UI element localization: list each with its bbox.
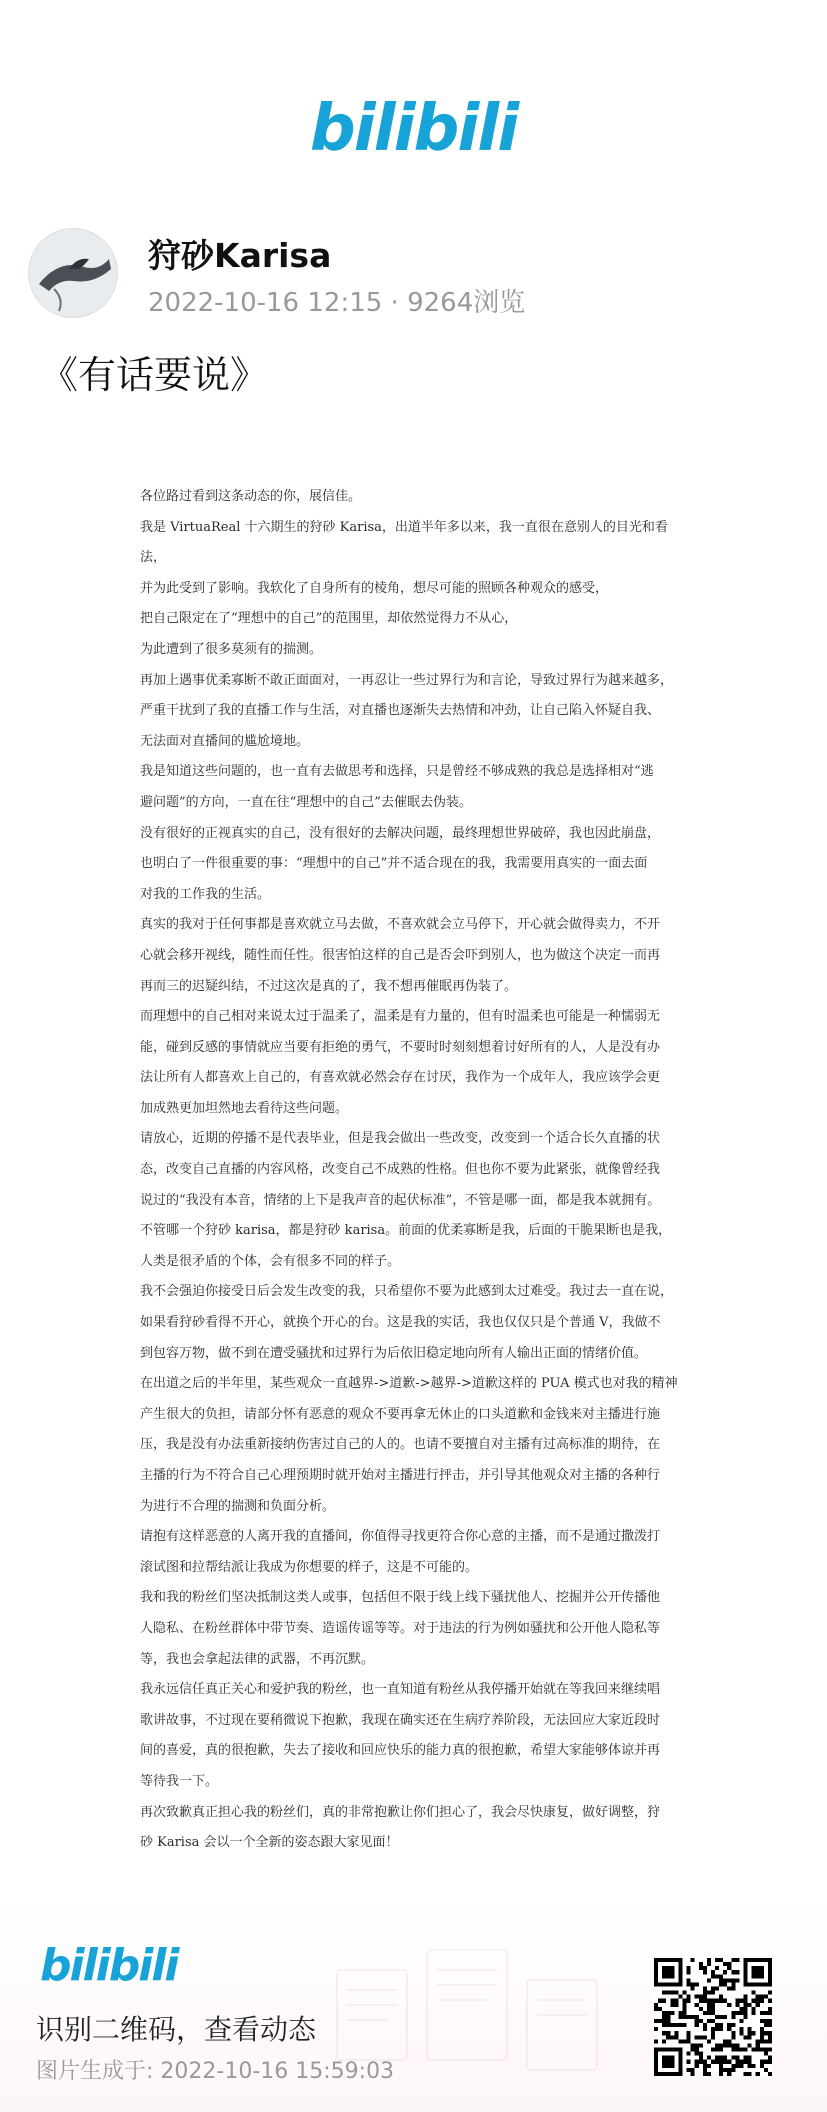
- document-line: 再加上遇事优柔寡断不敢正面面对，一再忍让一些过界行为和言论，导致过界行为越来越多，: [140, 672, 674, 688]
- document-line: 到包容万物，做不到在遭受骚扰和过界行为后依旧稳定地向所有人输出正面的情绪价值。: [140, 1345, 648, 1361]
- document-line: 把自己限定在了“理想中的自己”的范围里，却依然觉得力不从心，: [140, 611, 518, 627]
- document-line: 人隐私、在粉丝群体中带节奏、造谣传谣等等。对于违法的行为例如骚扰和公开他人隐私等: [140, 1620, 661, 1636]
- document-line: 砂 Karisa 会以一个全新的姿态跟大家见面！: [140, 1835, 399, 1851]
- logo-text: bilibili: [309, 92, 518, 166]
- document-line: 我是 VirtuaReal 十六期生的狩砂 Karisa，出道半年多以来，我一直很在意别人的目光和看法，: [140, 519, 668, 566]
- document-line: 而理想中的自己相对来说太过于温柔了，温柔是有力量的，但有时温柔也可能是一种懦弱无: [140, 1009, 661, 1025]
- generated-time: 图片生成于: 2022-10-16 15:59:03: [36, 2059, 395, 2084]
- decorative-pattern-icon: [327, 1940, 647, 2112]
- document-line: 态，改变自己直播的内容风格，改变自己不成熟的性格。但也你不要为此紧张，就像曾经我: [140, 1162, 661, 1178]
- scan-prompt: 识别二维码，查看动态: [36, 2013, 317, 2046]
- document-line: 主播的行为不符合自己心理预期时就开始对主播进行抨击，并引导其他观众对主播的各种行: [140, 1468, 661, 1483]
- document-line: 我是知道这些问题的，也一直有去做思考和选择，只是曾经不够成熟的我总是选择相对“逃: [140, 764, 654, 780]
- bilibili-logo-bottom: bilibili: [40, 1940, 178, 1991]
- document-line: 等，我也会拿起法律的武器，不再沉默。: [140, 1651, 375, 1667]
- document-line: 再而三的迟疑纠结，不过这次是真的了，我不想再催眠再伪装了。: [140, 978, 518, 994]
- document-line: 严重干扰到了我的直播工作与生活，对直播也逐渐失去热情和冲劲，让自己陷入怀疑自我、: [140, 703, 661, 719]
- document-line: 请放心，近期的停播不是代表毕业，但是我会做出一些改变，改变到一个适合长久直播的状: [140, 1131, 661, 1147]
- document-line: 无法面对直播间的尴尬境地。: [140, 733, 310, 749]
- statement-document: [140, 482, 688, 1859]
- document-line: 产生很大的负担，请部分怀有恶意的观众不要再拿无休止的口头道歉和金钱来对主播进行施: [140, 1406, 661, 1422]
- post-meta: 2022-10-16 12:15 · 9264浏览: [148, 288, 526, 318]
- document-line: 心就会移开视线，随性而任性。很害怕这样的自己是否会吓到别人，也为做这个决定一而再: [140, 947, 661, 963]
- document-line: 我和我的粉丝们坚决抵制这类人或事，包括但不限于线上线下骚扰他人、挖掘并公开传播他: [140, 1590, 661, 1606]
- document-line: 避问题”的方向，一直在往“理想中的自己”去催眠去伪装。: [140, 794, 472, 810]
- document-line: 我永远信任真正关心和爱护我的粉丝，也一直知道有粉丝从我停播开始就在等我回来继续唱: [140, 1682, 661, 1698]
- document-line: 我不会强迫你接受日后会发生改变的我，只希望你不要为此感到太过难受。我过去一直在说，: [140, 1284, 674, 1300]
- document-line: 压，我是没有办法重新接纳伤害过自己的人的。也请不要擅自对主播有过高标准的期待，在: [140, 1437, 661, 1453]
- document-line: 不管哪一个狩砂 karisa，都是狩砂 karisa。前面的优柔寡断是我，后面的干脆果断也是我，: [140, 1223, 672, 1239]
- document-line: 没有很好的正视真实的自己，没有很好的去解决问题，最终理想世界破碎，我也因此崩盘，: [140, 825, 661, 841]
- document-line: 法让所有人都喜欢上自己的，有喜欢就必然会存在讨厌，我作为一个成年人，我应该学会更: [140, 1070, 661, 1086]
- post-title: 《有话要说》: [40, 353, 269, 397]
- document-line: 加成熟更加坦然地去看待这些问题。: [140, 1100, 349, 1116]
- document-line: 为此遭到了很多莫须有的揣测。: [140, 641, 323, 657]
- document-line: 能，碰到反感的事情就应当要有拒绝的勇气，不要时时刻刻想着讨好所有的人，人是没有办: [140, 1039, 661, 1055]
- document-line: 歌讲故事，不过现在要稍微说下抱歉，我现在确实还在生病疗养阶段，无法回应大家近段时: [140, 1712, 661, 1728]
- qr-code-graphic: [654, 1958, 772, 2076]
- document-line: 真实的我对于任何事都是喜欢就立马去做，不喜欢就会立马停下，开心就会做得卖力，不开: [140, 917, 661, 933]
- document-line: 为进行不合理的揣测和负面分析。: [140, 1498, 336, 1514]
- document-line: 再次致歉真正担心我的粉丝们，真的非常抱歉让你们担心了，我会尽快康复，做好调整，狩: [140, 1804, 661, 1820]
- document-line: 并为此受到了影响。我软化了自身所有的棱角，想尽可能的照顾各种观众的感受，: [140, 580, 609, 596]
- document-line: 等待我一下。: [140, 1773, 219, 1789]
- document-line: 对我的工作我的生活。: [140, 886, 271, 902]
- document-line: 如果看狩砂看得不开心，就换个开心的台。这是我的实话，我也仅仅只是个普通 V，我做不: [140, 1315, 661, 1331]
- bilibili-logo-top: [0, 92, 827, 166]
- document-line: 滚试图和拉帮结派让我成为你想要的样子，这是不可能的。: [140, 1559, 479, 1575]
- document-line: 各位路过看到这条动态的你，展信佳。: [140, 489, 362, 504]
- qr-code-icon[interactable]: [654, 1958, 772, 2076]
- document-line: 说过的“我没有本音，情绪的上下是我声音的起伏标准”，不管是哪一面，都是我本就拥有。: [140, 1192, 661, 1208]
- document-line: 人类是很矛盾的个体，会有很多不同的样子。: [140, 1253, 401, 1269]
- document-line: 在出道之后的半年里，某些观众一直越界->道歉->越界->道歉这样的 PUA 模式也对我的精神: [140, 1376, 678, 1392]
- document-line: 间的喜爱，真的很抱歉，失去了接收和回应快乐的能力真的很抱歉，希望大家能够体谅并再: [140, 1743, 661, 1759]
- document-line: 请抱有这样恶意的人离开我的直播间，你值得寻找更符合你心意的主播，而不是通过撒泼打: [140, 1529, 661, 1545]
- author-name[interactable]: 狩砂Karisa: [148, 236, 332, 275]
- document-line: 也明白了一件很重要的事：“理想中的自己”并不适合现在的我，我需要用真实的一面去面: [140, 856, 648, 872]
- avatar[interactable]: [28, 228, 118, 318]
- avatar-image-icon: [29, 229, 118, 318]
